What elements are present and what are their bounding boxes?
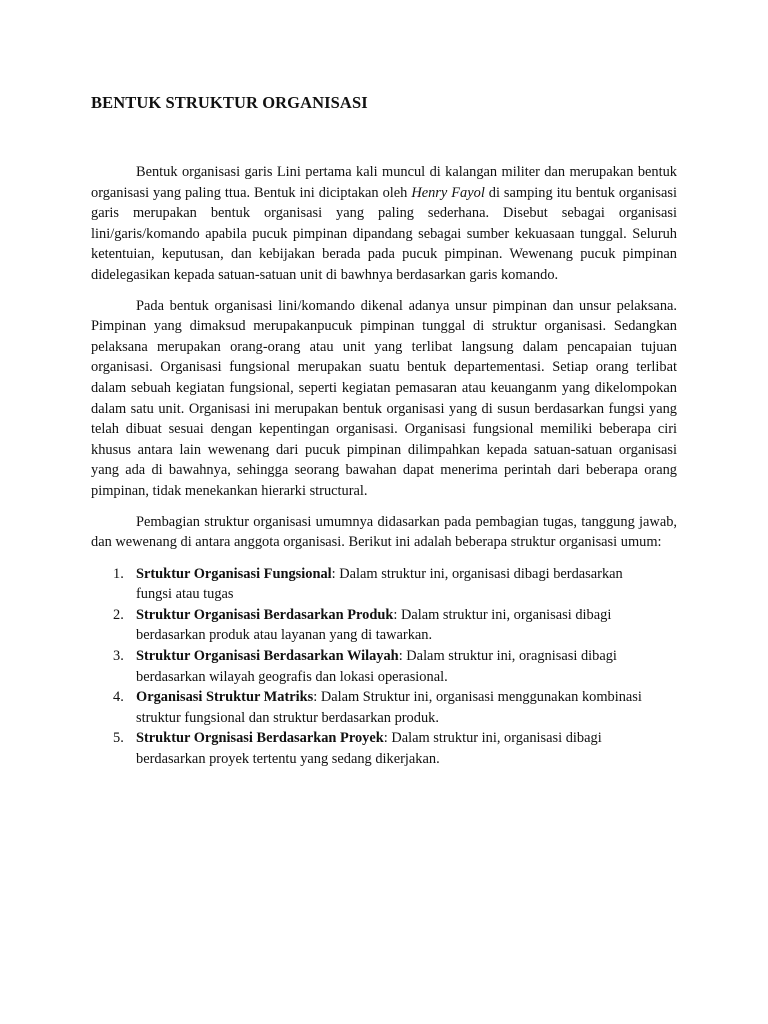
list-item — [91, 687, 677, 728]
list-number: 4. — [113, 689, 124, 706]
paragraph-1-text-start: Bentuk organisasi garis Lini pertama kali muncul di kalangan militer dan merupakan bentuk organisasi yang paling ttua. Bentuk ini diciptakan oleh — [91, 164, 677, 201]
document-title: BENTUK STRUKTUR ORGANISASI — [91, 93, 368, 112]
list-item-heading: Organisasi Struktur Matriks — [136, 689, 314, 706]
author-name: Henry Fayol — [411, 184, 485, 201]
list-item-text: : Dalam struktur ini, organisasi dibagi — [383, 730, 602, 747]
paragraph-3: Pembagian struktur organisasi umumnya didasarkan pada pembagian tugas, tanggung jawab, dan wewenang di antara anggota organisasi. Berikut ini adalah beberapa struktur organisasi umum: — [91, 513, 677, 551]
list-number: 3. — [113, 648, 124, 665]
list-item — [91, 605, 677, 646]
list-item-text-continued: berdasarkan wilayah geografis dan lokasi operasional. — [136, 668, 448, 685]
list-item-heading: Struktur Organisasi Berdasarkan Produk — [136, 606, 394, 623]
list-item-text: : Dalam Struktur ini, organisasi menggunakan kombinasi — [313, 689, 642, 706]
document-page — [91, 93, 677, 770]
list-item-text: : Dalam struktur ini, organisasi dibagi — [393, 606, 612, 623]
list-item-text-continued: struktur fungsional dan struktur berdasarkan produk. — [136, 709, 439, 726]
paragraph-2: Pada bentuk organisasi lini/komando dikenal adanya unsur pimpinan dan unsur pelaksana. Pimpinan yang dimaksud merupakanpucuk pimpinan tunggal di struktur organisasi. Sedangkan pelaksana merupakan orang-orang atau unit yang terlibat langsung dalam pencapaian tujuan organisasi. Organisasi fungsional merupakan suatu bentuk departementasi. Setiap orang terlibat dalam sebuah kegiatan fungsional, seperti kegiatan pemasaran atau keuanganm yang dikelompokan dalam satu unit. Organisasi ini merupakan bentuk organisasi yang di susun berdasarkan fungsi yang telah dibuat sesuai dengan kepentingan organisasi. Organisasi fungsional memiliki beberapa ciri khusus antara lain wewenang dari pucuk pimpinan dilimpahkan kepada satuan-satuan organisasi yang ada di bawahnya, sehingga seorang bawahan dapat menerima perintah dari beberapa orang pimpinan, tidak menekankan hierarki structural. — [91, 297, 677, 499]
list-item — [91, 564, 677, 605]
list-number: 1. — [113, 565, 124, 582]
list-item-text: : Dalam struktur ini, organisasi dibagi berdasarkan — [331, 565, 623, 582]
list-item-text-continued: berdasarkan proyek tertentu yang sedang dikerjakan. — [136, 751, 440, 768]
paragraph-1-text-end: di samping itu bentuk organisasi garis merupakan bentuk organisasi yang paling sederhana. Disebut sebagai organisasi lini/garis/komando apabila pucuk pimpinan dipandang sebagai sumber kekuasaan tunggal. Seluruh ketentuian, keputusan, dan kebijakan berada pada pucuk pimpinan. Wewenang pucuk pimpinan didelegasikan kepada satuan-satuan unit di bawhnya berdasarkan garis komando. — [91, 184, 677, 283]
list-item-heading: Struktur Orgnisasi Berdasarkan Proyek — [136, 730, 384, 747]
list-item-text-continued: fungsi atau tugas — [136, 586, 234, 603]
list-item — [91, 646, 677, 687]
list-item-text-continued: berdasarkan produk atau layanan yang di tawarkan. — [136, 627, 433, 644]
structure-list — [91, 564, 677, 770]
list-number: 5. — [113, 730, 124, 747]
list-item — [91, 728, 677, 769]
paragraph-1 — [91, 162, 677, 286]
list-item-text: : Dalam struktur ini, oragnisasi dibagi — [398, 648, 617, 665]
list-item-heading: Struktur Organisasi Berdasarkan Wilayah — [136, 648, 399, 665]
list-item-heading: Srtuktur Organisasi Fungsional — [136, 565, 332, 582]
list-number: 2. — [113, 606, 124, 623]
